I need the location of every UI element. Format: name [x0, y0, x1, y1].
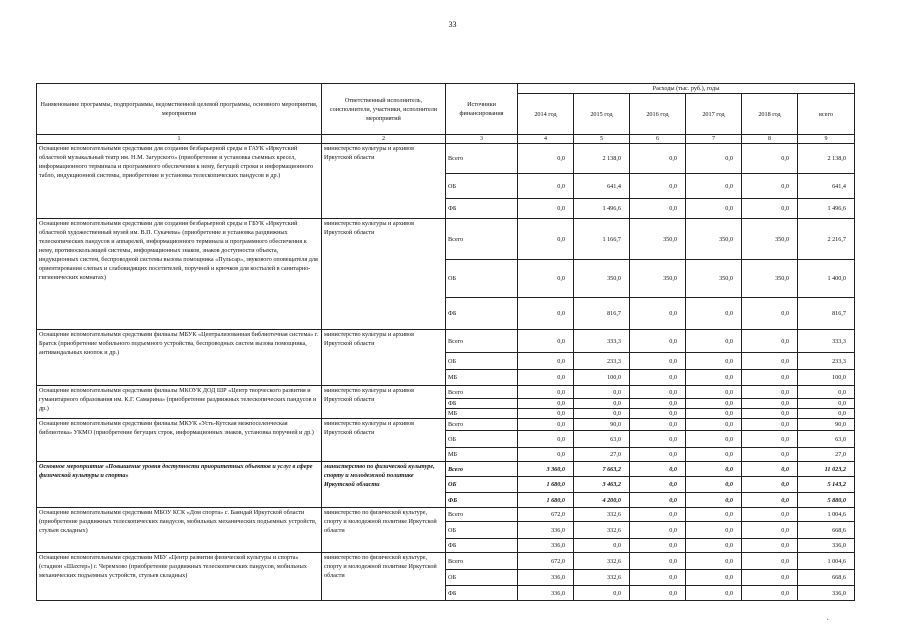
year-value: 0,0 — [686, 399, 742, 409]
year-value: 0,0 — [518, 448, 574, 462]
funding-source: ОБ — [446, 431, 518, 448]
year-value: 0,0 — [630, 462, 686, 477]
total-value: 100,0 — [798, 370, 855, 386]
year-value: 0,0 — [630, 353, 686, 370]
year-value: 0,0 — [686, 508, 742, 522]
year-value: 0,0 — [742, 399, 798, 409]
year-value: 0,0 — [686, 409, 742, 419]
year-value: 233,3 — [574, 353, 630, 370]
funding-source: Всего — [446, 553, 518, 570]
year-value: 332,6 — [574, 508, 630, 522]
year-value: 0,0 — [686, 174, 742, 199]
year-value: 0,0 — [630, 431, 686, 448]
column-index: 5 — [574, 135, 630, 144]
table-row — [37, 508, 855, 522]
year-value: 0,0 — [742, 353, 798, 370]
year-value: 0,0 — [630, 298, 686, 330]
funding-source: Всего — [446, 386, 518, 399]
total-value: 336,0 — [798, 539, 855, 553]
page-number: 33 — [448, 20, 457, 29]
year-value: 0,0 — [742, 144, 798, 174]
funding-source: ОБ — [446, 260, 518, 298]
measure-name: Оснащение вспомогательными средствами МБОУ КСК «Дом спорта» с. Баяндай Иркутской области (приобретение раздвижных телескопических пандусов, мобильных механических подъемных устройств, стульев складных) — [37, 508, 322, 553]
total-value: 5 880,0 — [798, 493, 855, 508]
total-value: 11 023,2 — [798, 462, 855, 477]
year-value: 0,0 — [518, 353, 574, 370]
year-value: 0,0 — [630, 399, 686, 409]
year-value: 672,0 — [518, 553, 574, 570]
year-value: 0,0 — [630, 174, 686, 199]
header-year: 2016 год — [630, 94, 686, 135]
year-value: 332,6 — [574, 553, 630, 570]
table-row — [37, 419, 855, 431]
year-value: 0,0 — [742, 386, 798, 399]
year-value: 350,0 — [742, 260, 798, 298]
year-value: 0,0 — [630, 409, 686, 419]
year-value: 0,0 — [742, 508, 798, 522]
funding-source: Всего — [446, 462, 518, 477]
year-value: 0,0 — [518, 174, 574, 199]
year-value: 0,0 — [742, 448, 798, 462]
header-name: Наименование программы, подпрограммы, ведомственной целевой программы, основного мероприятия, мероприятия — [37, 84, 322, 135]
year-value: 1 680,0 — [518, 493, 574, 508]
header-year: 2015 год — [574, 94, 630, 135]
year-value: 0,0 — [518, 144, 574, 174]
measure-executor: министерство культуры и архивов Иркутской области — [322, 219, 446, 330]
year-value: 641,4 — [574, 174, 630, 199]
year-value: 0,0 — [518, 219, 574, 260]
year-value: 0,0 — [518, 419, 574, 431]
funding-source: ФБ — [446, 399, 518, 409]
column-index: 7 — [686, 135, 742, 144]
year-value: 0,0 — [686, 431, 742, 448]
funding-source: Всего — [446, 330, 518, 353]
total-value: 668,6 — [798, 522, 855, 539]
year-value: 0,0 — [742, 553, 798, 570]
funding-source: ОБ — [446, 522, 518, 539]
year-value: 90,0 — [574, 419, 630, 431]
year-value: 336,0 — [518, 539, 574, 553]
column-index: 6 — [630, 135, 686, 144]
measure-executor: министерство по физической культуре, спорту и молодежной политике Иркутской области — [322, 508, 446, 553]
year-value: 0,0 — [630, 448, 686, 462]
year-value: 0,0 — [686, 386, 742, 399]
year-value: 0,0 — [742, 477, 798, 493]
funding-source: ФБ — [446, 298, 518, 330]
total-value: 233,3 — [798, 353, 855, 370]
column-index: 1 — [37, 135, 322, 144]
header-year: 2017 год — [686, 94, 742, 135]
year-value: 336,0 — [518, 522, 574, 539]
year-value: 0,0 — [742, 409, 798, 419]
header-source: Источники финансирования — [446, 84, 518, 135]
year-value: 0,0 — [742, 419, 798, 431]
year-value: 0,0 — [574, 539, 630, 553]
total-value: 0,0 — [798, 399, 855, 409]
funding-source: ФБ — [446, 586, 518, 601]
total-value: 1 004,6 — [798, 553, 855, 570]
year-value: 0,0 — [742, 199, 798, 219]
year-value: 0,0 — [518, 298, 574, 330]
total-value: 2 216,7 — [798, 219, 855, 260]
header-total: всего — [798, 94, 855, 135]
year-value: 0,0 — [686, 199, 742, 219]
year-value: 0,0 — [686, 462, 742, 477]
funding-source: ФБ — [446, 199, 518, 219]
year-value: 0,0 — [742, 493, 798, 508]
funding-source: ОБ — [446, 174, 518, 199]
year-value: 0,0 — [686, 144, 742, 174]
year-value: 7 663,2 — [574, 462, 630, 477]
measure-name: Основное мероприятие «Повышение уровня доступности приоритетных объектов и услуг в сфере физической культуры и спорта» — [37, 462, 322, 508]
funding-source: МБ — [446, 409, 518, 419]
year-value: 0,0 — [518, 431, 574, 448]
year-value: 350,0 — [742, 219, 798, 260]
year-value: 0,0 — [630, 522, 686, 539]
year-value: 336,0 — [518, 570, 574, 586]
year-value: 0,0 — [630, 199, 686, 219]
year-value: 350,0 — [574, 260, 630, 298]
measure-executor: министерство культуры и архивов Иркутской области — [322, 419, 446, 462]
header-year: 2014 год — [518, 94, 574, 135]
year-value: 0,0 — [742, 370, 798, 386]
year-value: 0,0 — [742, 431, 798, 448]
year-value: 0,0 — [630, 539, 686, 553]
measure-name: Оснащение вспомогательными средствами для создания безбарьерной среды в ГБУК «Иркутский областной художественный музей им. В.П. Сукачева» (приобретение и установка раздвижных телескопических пандусов и аппарелей, информационного терминала и программного обеспечения к нему, противоскользящей системы, информационных знаков, знаков доступности объекта, индукционных систем, беспроводной системы вызова помощника «Пульсар», звукового оповещателя для ориентирования слепых и слабовидящих посетителей, поручней и крючков для костылей в санитарно-гигиенических комнатах) — [37, 219, 322, 330]
year-value: 0,0 — [630, 419, 686, 431]
year-value: 350,0 — [630, 219, 686, 260]
measure-name: Оснащение вспомогательными средствами для создания безбарьерной среды в ГАУК «Иркутский областной музыкальный театр им. Н.М. Загурского» (приобретение и установка съемных кресел, информационного терминала и программного обеспечения к нему, бегущей строки и информационного табло, индукционной системы, приобретение и установка телескопических пандусов и др.) — [37, 144, 322, 219]
year-value: 0,0 — [518, 399, 574, 409]
year-value: 0,0 — [518, 260, 574, 298]
column-index: 4 — [518, 135, 574, 144]
year-value: 0,0 — [686, 448, 742, 462]
year-value: 0,0 — [686, 298, 742, 330]
year-value: 0,0 — [518, 386, 574, 399]
year-value: 0,0 — [686, 493, 742, 508]
measure-executor: министерство по физической культуре, спорту и молодежной политике Иркутской области — [322, 462, 446, 508]
year-value: 0,0 — [686, 370, 742, 386]
measure-executor: министерство по физической культуре, спорту и молодежной политике Иркутской области — [322, 553, 446, 601]
year-value: 0,0 — [742, 330, 798, 353]
header-expenses: Расходы (тыс. руб.), годы — [518, 84, 855, 94]
year-value: 0,0 — [686, 553, 742, 570]
year-value: 336,0 — [518, 586, 574, 601]
column-index: 3 — [446, 135, 518, 144]
table-row — [37, 330, 855, 353]
funding-source: МБ — [446, 370, 518, 386]
total-value: 336,0 — [798, 586, 855, 601]
column-index: 9 — [798, 135, 855, 144]
funding-source: ОБ — [446, 353, 518, 370]
total-value: 5 143,2 — [798, 477, 855, 493]
year-value: 27,0 — [574, 448, 630, 462]
year-value: 0,0 — [630, 370, 686, 386]
year-value: 672,0 — [518, 508, 574, 522]
year-value: 0,0 — [686, 419, 742, 431]
total-value: 1 496,6 — [798, 199, 855, 219]
year-value: 0,0 — [574, 399, 630, 409]
year-value: 3 360,0 — [518, 462, 574, 477]
year-value: 350,0 — [630, 260, 686, 298]
year-value: 63,0 — [574, 431, 630, 448]
year-value: 0,0 — [518, 199, 574, 219]
year-value: 0,0 — [630, 553, 686, 570]
year-value: 0,0 — [630, 493, 686, 508]
year-value: 0,0 — [686, 522, 742, 539]
year-value: 0,0 — [686, 330, 742, 353]
table-row — [37, 144, 855, 174]
year-value: 1 680,0 — [518, 477, 574, 493]
year-value: 4 200,0 — [574, 493, 630, 508]
budget-table — [36, 83, 855, 601]
year-value: 100,0 — [574, 370, 630, 386]
total-value: 816,7 — [798, 298, 855, 330]
funding-source: ОБ — [446, 570, 518, 586]
column-index: 2 — [322, 135, 446, 144]
total-value: 668,6 — [798, 570, 855, 586]
funding-source: Всего — [446, 144, 518, 174]
year-value: 350,0 — [686, 219, 742, 260]
table-row — [37, 553, 855, 570]
year-value: 1 166,7 — [574, 219, 630, 260]
funding-source: ФБ — [446, 539, 518, 553]
year-value: 0,0 — [518, 370, 574, 386]
year-value: 2 138,0 — [574, 144, 630, 174]
year-value: 0,0 — [742, 539, 798, 553]
year-value: 0,0 — [742, 522, 798, 539]
year-value: 0,0 — [686, 539, 742, 553]
measure-name: Оснащение вспомогательными средствами филиалы МКУК «Усть-Кутская межпоселенческая библиотека» УКМО (приобретение бегущих строк, информационных знаков, установка поручней и др.) — [37, 419, 322, 462]
funding-source: Всего — [446, 508, 518, 522]
year-value: 333,3 — [574, 330, 630, 353]
year-value: 0,0 — [630, 386, 686, 399]
year-value: 0,0 — [742, 462, 798, 477]
year-value: 0,0 — [742, 174, 798, 199]
year-value: 0,0 — [574, 586, 630, 601]
year-value: 0,0 — [742, 570, 798, 586]
table-row — [37, 462, 855, 477]
total-value: 0,0 — [798, 409, 855, 419]
measure-name: Оснащение вспомогательными средствами филиалы МБУК «Централизованная библиотечная система» г. Братск (приобретение мобильного подъемного устройства, беспроводных систем вызова помощника, антивандальных кнопок и др.) — [37, 330, 322, 386]
year-value: 1 496,6 — [574, 199, 630, 219]
funding-source: ОБ — [446, 477, 518, 493]
year-value: 0,0 — [630, 477, 686, 493]
measure-executor: министерство культуры и архивов Иркутской области — [322, 330, 446, 386]
year-value: 3 463,2 — [574, 477, 630, 493]
table-row — [37, 219, 855, 260]
header-year: 2018 год — [742, 94, 798, 135]
total-value: 90,0 — [798, 419, 855, 431]
funding-source: Всего — [446, 219, 518, 260]
year-value: 0,0 — [742, 586, 798, 601]
year-value: 0,0 — [518, 330, 574, 353]
total-value: 63,0 — [798, 431, 855, 448]
total-value: 641,4 — [798, 174, 855, 199]
year-value: 332,6 — [574, 570, 630, 586]
measure-name: Оснащение вспомогательными средствами МБУ «Центр развития физической культуры и спорта» (стадион «Шахтер») г. Черемхово (приобретение раздвижных телескопических пандусов, мобильных механических подъемных устройств, стульев складных) — [37, 553, 322, 601]
year-value: 0,0 — [742, 298, 798, 330]
year-value: 0,0 — [630, 586, 686, 601]
funding-source: МБ — [446, 448, 518, 462]
total-value: 2 138,0 — [798, 144, 855, 174]
year-value: 350,0 — [686, 260, 742, 298]
year-value: 0,0 — [686, 570, 742, 586]
year-value: 0,0 — [574, 409, 630, 419]
year-value: 0,0 — [630, 570, 686, 586]
measure-executor: министерство культуры и архивов Иркутской области — [322, 386, 446, 419]
column-index: 8 — [742, 135, 798, 144]
total-value: 0,0 — [798, 386, 855, 399]
year-value: 332,6 — [574, 522, 630, 539]
year-value: 0,0 — [630, 508, 686, 522]
table-row — [37, 386, 855, 399]
year-value: 0,0 — [518, 409, 574, 419]
total-value: 1 004,6 — [798, 508, 855, 522]
measure-executor: министерство культуры и архивов Иркутской области — [322, 144, 446, 219]
total-value: 27,0 — [798, 448, 855, 462]
year-value: 0,0 — [630, 330, 686, 353]
funding-source: ФБ — [446, 493, 518, 508]
header-executor: Ответственный исполнитель, соисполнители, участники, исполнители мероприятий — [322, 84, 446, 135]
total-value: 1 400,0 — [798, 260, 855, 298]
scan-mark: · — [826, 615, 830, 626]
year-value: 0,0 — [574, 386, 630, 399]
funding-source: Всего — [446, 419, 518, 431]
year-value: 0,0 — [686, 586, 742, 601]
measure-name: Оснащение вспомогательными средствами филиалы МКОУК ДОД ШР «Центр творческого развития и гуманитарного образования им. К.Г. Самарина» (приобретение раздвижных телескопических пандусов и др.) — [37, 386, 322, 419]
total-value: 333,3 — [798, 330, 855, 353]
year-value: 0,0 — [686, 477, 742, 493]
year-value: 0,0 — [630, 144, 686, 174]
year-value: 0,0 — [686, 353, 742, 370]
year-value: 816,7 — [574, 298, 630, 330]
